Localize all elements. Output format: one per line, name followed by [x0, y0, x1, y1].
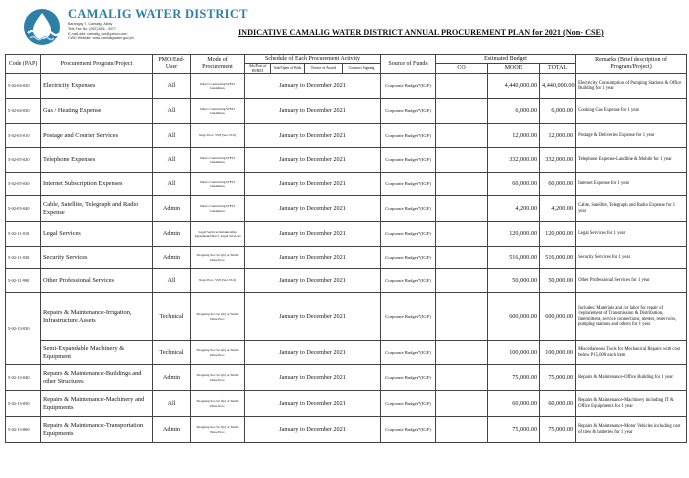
- table-row: [6, 148, 687, 173]
- col-header-sub-open-bids: Sub/Open of Bids: [271, 64, 305, 74]
- cell-project: Repairs & Maintenance-Transportation Equipments: [41, 417, 153, 443]
- cell-total: 4,200.00: [540, 196, 576, 222]
- cell-total: 332,000.00: [540, 148, 576, 173]
- cell-mode: Shopping Sec.52.1(b) or Small Value Proc.: [191, 391, 245, 417]
- cell-total: 100,000.00: [540, 341, 576, 365]
- cell-mode: Nego Proc. SVP (Sec.53.9): [191, 124, 245, 148]
- cell-project: Cable, Satellite, Telegraph and Radio Expense: [41, 196, 153, 222]
- cell-project: Semi-Expandable Machinery & Equipment: [41, 341, 153, 365]
- cell-pmo: Admin: [153, 247, 191, 269]
- cell-remarks: Repairs & Maintenance-Office Building for 1 year: [576, 365, 687, 391]
- table-row: [6, 196, 687, 222]
- cell-mode: Nego Proc. SVP (Sec.53.9): [191, 269, 245, 293]
- cell-source: Corporate Budget*(IGF): [381, 196, 436, 222]
- cell-project: Telephone Expenses: [41, 148, 153, 173]
- cell-source: Corporate Budget*(IGF): [381, 173, 436, 196]
- table-row: [6, 247, 687, 269]
- cell-schedule: January to December 2021: [245, 391, 381, 417]
- cell-mooe: 332,000.00: [488, 148, 540, 173]
- table-row: [6, 341, 687, 365]
- col-header-total: TOTAL: [540, 64, 576, 74]
- cell-total: 516,000.00: [540, 247, 576, 269]
- cell-co: [436, 196, 488, 222]
- table-row: [6, 293, 687, 341]
- cell-pmo: All: [153, 74, 191, 99]
- cell-co: [436, 269, 488, 293]
- cell-project: Legal Services: [41, 222, 153, 247]
- cell-remarks: Repairs & Maintenance-Motor Vehicles including cost of tires & batteries for 1 year: [576, 417, 687, 443]
- cell-mooe: 50,000.00: [488, 269, 540, 293]
- cell-total: 50,000.00: [540, 269, 576, 293]
- cell-pmo: Technical: [153, 293, 191, 341]
- cell-pmo: All: [153, 148, 191, 173]
- cell-pmo: Admin: [153, 222, 191, 247]
- cell-code: 5-02-11-010: [6, 222, 41, 247]
- organization-address: [68, 22, 134, 41]
- cell-remarks: Cooking Gas Expense for 1 year: [576, 99, 687, 124]
- cell-pmo: Technical: [153, 341, 191, 365]
- cell-total: 12,000.00: [540, 124, 576, 148]
- cell-co: [436, 247, 488, 269]
- cell-mooe: 60,000.00: [488, 391, 540, 417]
- cell-code: 5-02-04-030: [6, 99, 41, 124]
- cell-schedule: January to December 2021: [245, 365, 381, 391]
- col-header-co: CO: [436, 64, 488, 74]
- cell-mode: Direct Contracting/WETI Guidelines: [191, 74, 245, 99]
- cell-schedule: January to December 2021: [245, 74, 381, 99]
- cell-total: 60,000.00: [540, 173, 576, 196]
- cell-remarks: Electricity Consumption of Pumping Stations & Office Building for 1 year: [576, 74, 687, 99]
- cell-remarks: Other Professional Services for 1 year: [576, 269, 687, 293]
- cell-pmo: All: [153, 391, 191, 417]
- cell-code: 5-02-13-040: [6, 365, 41, 391]
- cell-schedule: January to December 2021: [245, 293, 381, 341]
- cell-mode: Legal Services Retainership Agreement/OGCC Legal Services: [191, 222, 245, 247]
- cell-co: [436, 148, 488, 173]
- cell-co: [436, 124, 488, 148]
- cell-project: Other Professional Services: [41, 269, 153, 293]
- cell-total: 6,000.00: [540, 99, 576, 124]
- cell-source: Corporate Budget*(IGF): [381, 148, 436, 173]
- cell-source: Corporate Budget*(IGF): [381, 74, 436, 99]
- cell-mooe: 75,000.00: [488, 365, 540, 391]
- cell-total: 75,000.00: [540, 365, 576, 391]
- address-line: Barangay 7, Camalig, Albay: [68, 22, 113, 26]
- cell-source: Corporate Budget*(IGF): [381, 247, 436, 269]
- cell-pmo: All: [153, 269, 191, 293]
- col-header-pmo: PMO/End-User: [153, 55, 191, 74]
- cell-mode: Shopping Sec.52.1(b) or Small Value Proc.: [191, 341, 245, 365]
- cell-mode: Shopping Sec.52.1(b) or Small Value Proc.: [191, 365, 245, 391]
- cell-remarks: Legal Services for 1 year: [576, 222, 687, 247]
- col-header-mooe: MOOE: [488, 64, 540, 74]
- cell-mode: Shopping Sec.52.1(b) or Small Value Proc.: [191, 247, 245, 269]
- cell-co: [436, 341, 488, 365]
- cell-pmo: All: [153, 124, 191, 148]
- cell-mooe: 6,000.00: [488, 99, 540, 124]
- table-row: [6, 99, 687, 124]
- cell-source: Corporate Budget*(IGF): [381, 124, 436, 148]
- cell-remarks: Cable, Satellite, Telegraph and Radio Expense for 1 year: [576, 196, 687, 222]
- cell-remarks: Security Services for 1 year: [576, 247, 687, 269]
- col-header-budget: Estimated Budget: [436, 55, 576, 64]
- cell-source: Corporate Budget*(IGF): [381, 365, 436, 391]
- cell-mooe: 12,000.00: [488, 124, 540, 148]
- table-body: [6, 74, 687, 443]
- col-header-code: Code (PAP): [6, 55, 41, 74]
- cell-mode: Shopping Sec.52.1(b) or Small Value Proc.: [191, 293, 245, 341]
- cell-total: 4,440,000.00: [540, 74, 576, 99]
- cell-schedule: January to December 2021: [245, 247, 381, 269]
- cell-remarks: Includes: Materials and /or labor for repair of /replacement of Transmission & Distribution, Intermittent, service connections, meters, reservoirs, pumping stations and others for 1 year: [576, 293, 687, 341]
- cell-code: 5-02-05-040: [6, 196, 41, 222]
- address-line: CWD Website: www.camaligwater.gov.ph: [68, 36, 134, 41]
- cell-code: 5-02-05-030: [6, 173, 41, 196]
- cell-code: 5-02-13-050: [6, 391, 41, 417]
- col-header-source: Source of Funds: [381, 55, 436, 74]
- cell-project: Internet Subscription Expenses: [41, 173, 153, 196]
- cell-mooe: 516,000.00: [488, 247, 540, 269]
- cell-project: Gas / Heating Expense: [41, 99, 153, 124]
- cell-code: 5-02-11-030: [6, 247, 41, 269]
- col-header-ads-post: Ads/Post of IB/REI: [245, 64, 271, 74]
- cell-mooe: 4,200.00: [488, 196, 540, 222]
- cell-code: 5-02-03-010: [6, 124, 41, 148]
- cell-source: Corporate Budget*(IGF): [381, 269, 436, 293]
- cell-mooe: 60,000.00: [488, 173, 540, 196]
- cell-code: 5-02-04-020: [6, 74, 41, 99]
- document-title: INDICATIVE CAMALIG WATER DISTRICT ANNUAL PROCUREMENT PLAN for 2021 (Non- CSE): [238, 28, 604, 37]
- cell-total: 75,000.00: [540, 417, 576, 443]
- document-header: [0, 0, 689, 54]
- cell-remarks: Internet Expense for 1 year: [576, 173, 687, 196]
- cell-co: [436, 391, 488, 417]
- cell-schedule: January to December 2021: [245, 148, 381, 173]
- col-header-schedule: Schedule of Each Procurement Activity: [245, 55, 381, 64]
- table-row: [6, 124, 687, 148]
- table-row: [6, 173, 687, 196]
- cell-mode: Direct Contracting/WETI Guidelines: [191, 148, 245, 173]
- cell-pmo: Admin: [153, 196, 191, 222]
- cell-source: Corporate Budget*(IGF): [381, 293, 436, 341]
- col-header-mode: Mode of Procurement: [191, 55, 245, 74]
- cell-schedule: January to December 2021: [245, 417, 381, 443]
- cell-co: [436, 173, 488, 196]
- cell-mode: Direct Contracting/WETI Guidelines: [191, 173, 245, 196]
- cell-project: Postage and Courier Services: [41, 124, 153, 148]
- cell-project: Repairs & Maintenance-Irrigation, Infrastructure Assets: [41, 293, 153, 341]
- cell-source: Corporate Budget*(IGF): [381, 391, 436, 417]
- table-row: [6, 391, 687, 417]
- cell-remarks: Postage & Deliveries Expense for 1 year: [576, 124, 687, 148]
- cell-pmo: All: [153, 99, 191, 124]
- table-row: [6, 222, 687, 247]
- cell-total: 120,000.00: [540, 222, 576, 247]
- col-header-contract-signing: Contract Signing: [343, 64, 381, 74]
- table-row: [6, 74, 687, 99]
- cell-co: [436, 365, 488, 391]
- cell-mode: Direct Contracting/WETI Guidelines: [191, 196, 245, 222]
- procurement-plan-table: [5, 54, 687, 443]
- cell-code: 5-02-13-030: [6, 293, 41, 365]
- cell-mooe: 75,000.00: [488, 417, 540, 443]
- cell-project: Repairs & Maintenance-Machinery and Equipments: [41, 391, 153, 417]
- cell-co: [436, 293, 488, 341]
- cell-mode: Shopping Sec.52.1(b) or Small Value Proc.: [191, 417, 245, 443]
- organization-name: CAMALIG WATER DISTRICT: [68, 7, 248, 21]
- cell-total: 600,000.00: [540, 293, 576, 341]
- cell-mooe: 100,000.00: [488, 341, 540, 365]
- cell-schedule: January to December 2021: [245, 173, 381, 196]
- water-district-logo-icon: [22, 7, 62, 47]
- cell-source: Corporate Budget*(IGF): [381, 417, 436, 443]
- cell-remarks: Repairs & Maintenance-Machinery including IT & Office Equipments for 1 year: [576, 391, 687, 417]
- cell-mooe: 600,000.00: [488, 293, 540, 341]
- cell-schedule: January to December 2021: [245, 222, 381, 247]
- cell-pmo: Admin: [153, 417, 191, 443]
- cell-co: [436, 99, 488, 124]
- cell-mooe: 120,000.00: [488, 222, 540, 247]
- address-line: E-mail add: camalig_wd@yahoo.com: [68, 31, 128, 36]
- cell-schedule: January to December 2021: [245, 124, 381, 148]
- cell-schedule: January to December 2021: [245, 341, 381, 365]
- cell-source: Corporate Budget*(IGF): [381, 341, 436, 365]
- col-header-notice-award: Notice of Award: [305, 64, 343, 74]
- address-line: Tele Fax No. (052) 826 - 4077: [68, 26, 116, 31]
- col-header-project: Procurement Program/Project: [41, 55, 153, 74]
- col-header-remarks: Remarks (Brief description of Program/Project): [576, 55, 687, 74]
- cell-co: [436, 74, 488, 99]
- cell-mooe: 4,440,000.00: [488, 74, 540, 99]
- table-row: [6, 417, 687, 443]
- cell-project: Security Services: [41, 247, 153, 269]
- cell-code: 5-02-05-020: [6, 148, 41, 173]
- table-row: [6, 269, 687, 293]
- cell-source: Corporate Budget*(IGF): [381, 222, 436, 247]
- cell-co: [436, 222, 488, 247]
- cell-code: 5-02-13-060: [6, 417, 41, 443]
- cell-project: Repairs & Maintenance-Buildings and other Structures: [41, 365, 153, 391]
- cell-project: Electricity Expenses: [41, 74, 153, 99]
- cell-schedule: January to December 2021: [245, 269, 381, 293]
- cell-co: [436, 417, 488, 443]
- cell-source: Corporate Budget*(IGF): [381, 99, 436, 124]
- cell-pmo: Admin: [153, 365, 191, 391]
- cell-remarks: Miscellaneous Tools for Mechanical Repairs with cost below P15,000 each item: [576, 341, 687, 365]
- cell-pmo: All: [153, 173, 191, 196]
- cell-schedule: January to December 2021: [245, 99, 381, 124]
- cell-schedule: January to December 2021: [245, 196, 381, 222]
- cell-mode: Direct Contracting/WETI Guidelines: [191, 99, 245, 124]
- table-row: [6, 365, 687, 391]
- cell-code: 5-02-11-990: [6, 269, 41, 293]
- cell-remarks: Telephone Expense-Landline & Mobile for 1 year: [576, 148, 687, 173]
- cell-total: 60,000.00: [540, 391, 576, 417]
